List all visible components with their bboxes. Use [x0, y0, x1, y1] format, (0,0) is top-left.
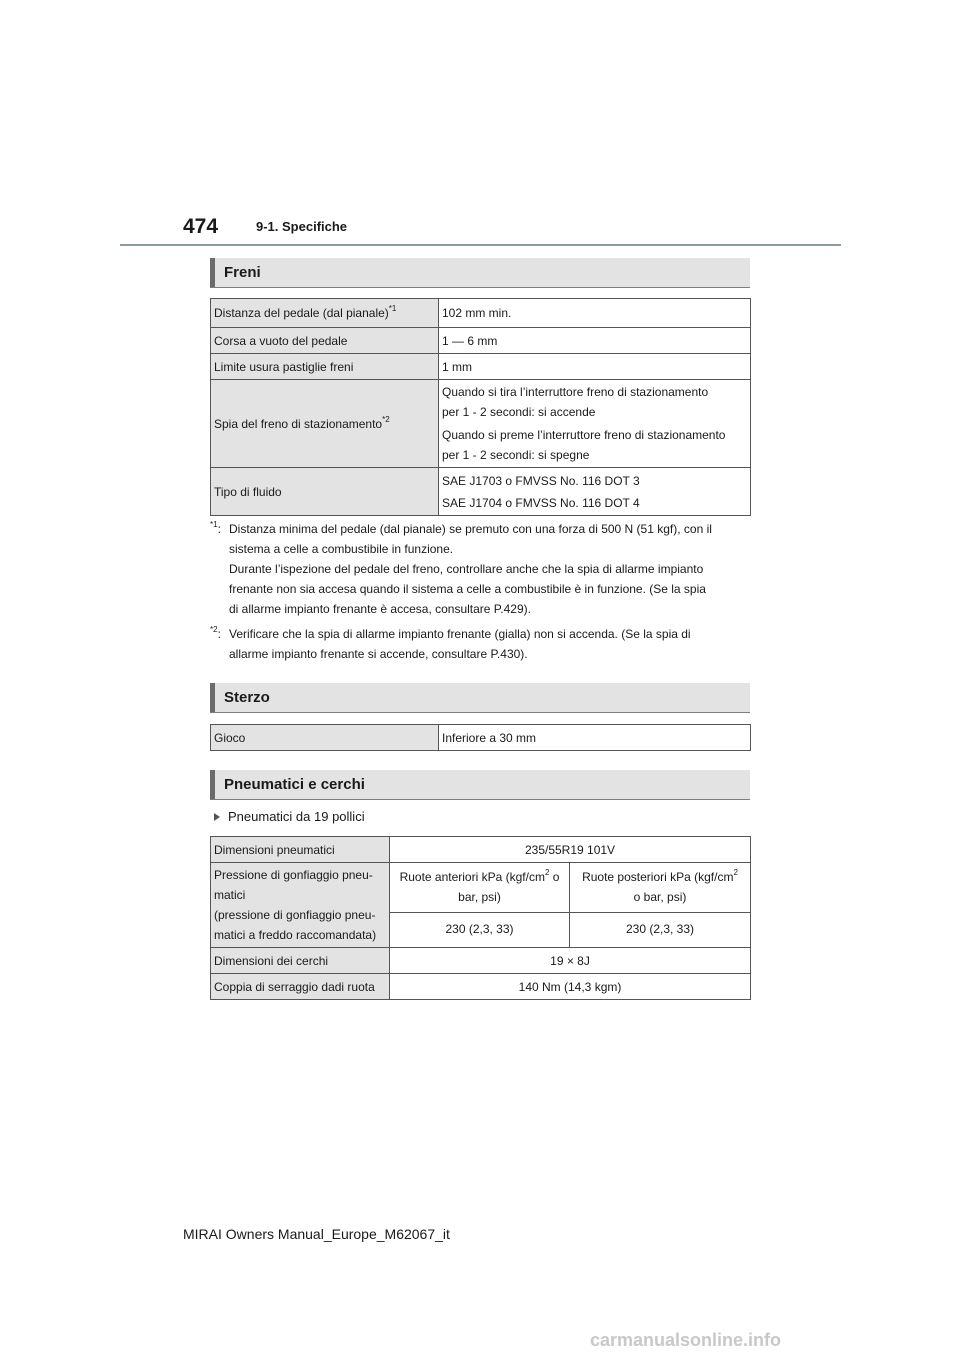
table-cell-label: Gioco [211, 725, 439, 751]
footnote-mark: $^{*2}$: [210, 625, 221, 641]
table-cell-label: Distanza del pedale (dal pianale)$^{*1}$ [211, 299, 439, 328]
table-cell-value: SAE J1703 o FMVSS No. 116 DOT 3 SAE J1704 o FMVSS No. 116 DOT 4 [439, 468, 751, 516]
header-divider [120, 244, 841, 246]
footnote: $^{*2}$: Verificare che la spia di allarme impianto frenante (gialla) non si accenda. (Se la spia di allarme impianto frenante si accende, consultare P.430). [210, 625, 691, 661]
table-row [211, 354, 751, 380]
table-cell-value: 230 (2,3, 33) [570, 912, 751, 947]
table-row [211, 468, 751, 516]
footnote-mark: $^{*1}$: [210, 520, 221, 536]
table-cell-label: Dimensioni dei cerchi [211, 948, 390, 974]
brake-footnotes [210, 519, 755, 664]
brakes-heading-text: Freni [224, 264, 261, 281]
footnote: $^{*1}$: Distanza minima del pedale (dal pianale) se premuto con una forza di 500 N (51 kgf), con il sistema a celle a combustibile in funzione. Durante l’ispezione del pedale del freno, controllare anche che la spia di allarme impianto frenante non sia accesa quando il sistema a celle a combustibile è in funzione. (Se la spia di allarme impianto frenante è accesa, consultare P.429). [210, 520, 712, 616]
table-cell-label: Spia del freno di stazionamento$^{*2}$ [211, 380, 439, 468]
table-row [211, 380, 751, 468]
table-cell-value: Inferiore a 30 mm [439, 725, 751, 751]
triangle-bullet-icon [214, 813, 220, 821]
table-cell-value: Quando si tira l’interruttore freno di stazionamento per 1 - 2 secondi: si accende Quando si preme l’interruttore freno di stazionamento per 1 - 2 secondi: si spegne [439, 380, 751, 468]
manual-footer: MIRAI Owners Manual_Europe_M62067_it [183, 1226, 450, 1242]
tires-table [210, 836, 751, 1000]
steering-table [210, 724, 751, 751]
brakes-heading [210, 258, 750, 288]
table-cell-label: Tipo di fluido [211, 468, 439, 516]
table-cell-label: Limite usura pastiglie freni [211, 354, 439, 380]
page-number: 474 [183, 215, 219, 238]
table-row [211, 948, 751, 974]
table-header-front: Ruote anteriori kPa ($kgf/cm^2$ o bar, psi) [390, 863, 570, 913]
heading-accent-bar [210, 770, 215, 799]
heading-accent-bar [210, 683, 215, 712]
table-cell-value: 19 × 8J [390, 948, 751, 974]
table-cell-value: 140 Nm (14,3 kgm) [390, 974, 751, 1000]
table-cell-label: Pressione di gonfiaggio pneu- matici (pressione di gonfiaggio pneu- matici a freddo raccomandata) [211, 863, 390, 948]
table-row [211, 837, 751, 863]
brakes-table [210, 298, 751, 516]
table-cell-label: Coppia di serraggio dadi ruota [211, 974, 390, 1000]
table-cell-value: 230 (2,3, 33) [390, 912, 570, 947]
table-cell-value: 1 mm [439, 354, 751, 380]
table-cell-value: 102 mm min. [439, 299, 751, 328]
tires-subheading: Pneumatici da 19 pollici [214, 807, 365, 827]
heading-accent-bar [210, 258, 215, 287]
tires-heading [210, 770, 750, 800]
table-row [211, 725, 751, 751]
table-cell-value: 1 — 6 mm [439, 328, 751, 354]
table-header-rear: Ruote posteriori kPa ($kgf/cm^2$ o bar, psi) [570, 863, 751, 913]
table-row [211, 299, 751, 328]
table-row [211, 863, 751, 913]
tires-heading-text: Pneumatici e cerchi [224, 776, 365, 793]
section-title: 9-1. Specifiche [256, 219, 348, 234]
steering-heading [210, 683, 750, 713]
table-row [211, 328, 751, 354]
table-cell-label: Dimensioni pneumatici [211, 837, 390, 863]
table-cell-value: 235/55R19 101V [390, 837, 751, 863]
table-cell-label: Corsa a vuoto del pedale [211, 328, 439, 354]
steering-heading-text: Sterzo [224, 689, 270, 706]
watermark: carmanualsonline.info [590, 1330, 782, 1350]
table-row [211, 974, 751, 1000]
